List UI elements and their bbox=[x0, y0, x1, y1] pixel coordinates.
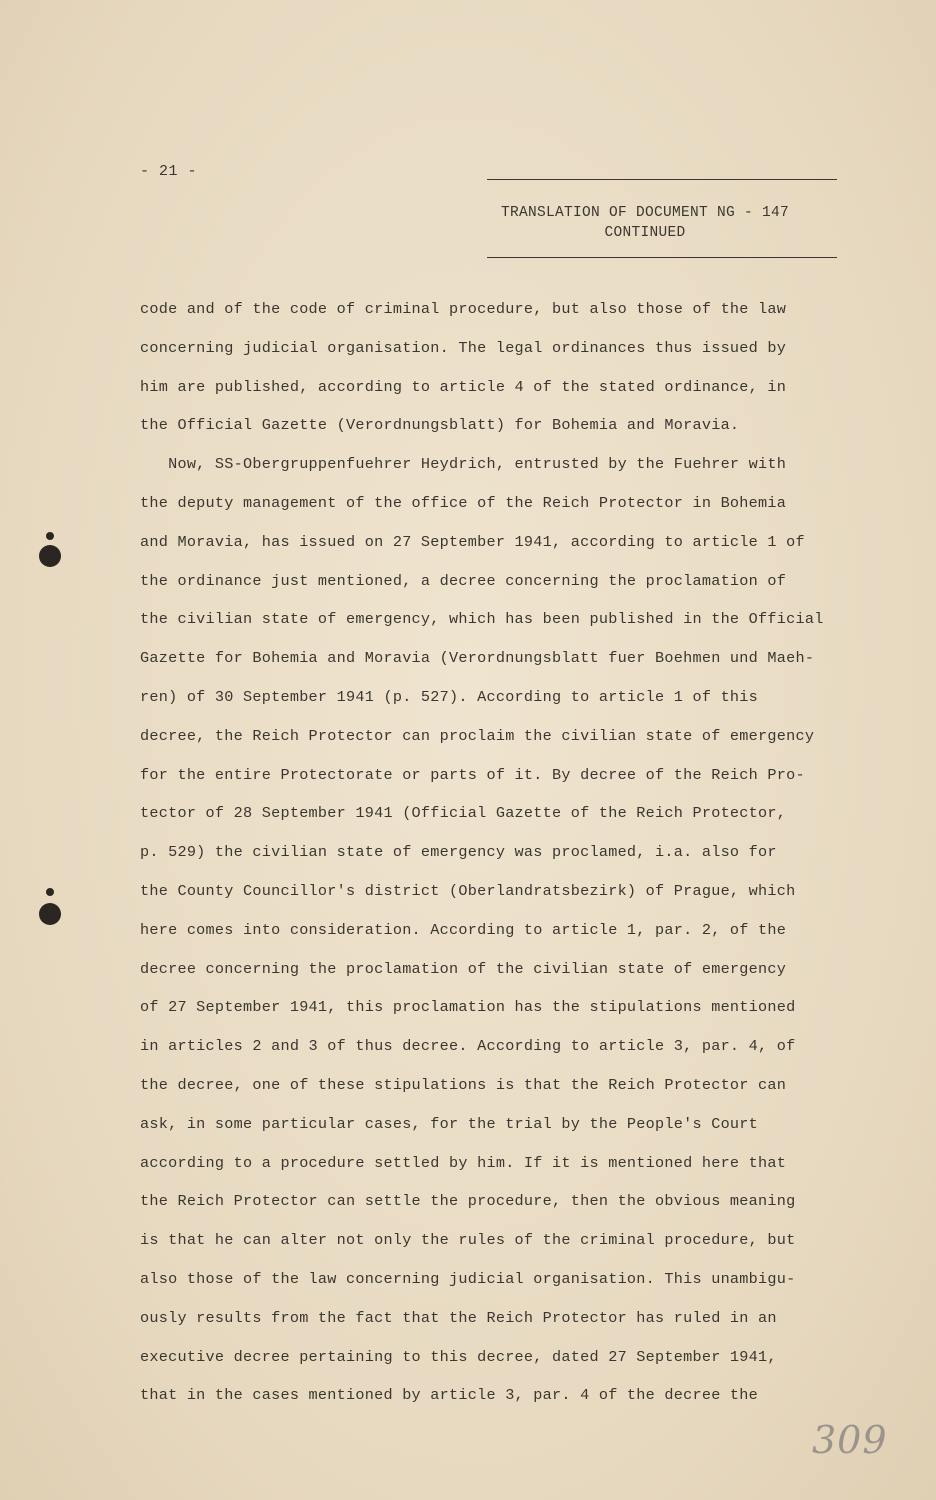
text-line: of 27 September 1941, this proclamation has the stipulations mentioned bbox=[140, 998, 796, 1017]
text-line: for the entire Protectorate or parts of it. By decree of the Reich Pro- bbox=[140, 765, 805, 784]
text-line: is that he can alter not only the rules of the criminal procedure, but bbox=[140, 1231, 796, 1250]
text-line: in articles 2 and 3 of thus decree. According to article 3, par. 4, of bbox=[140, 1037, 796, 1056]
text-line: also those of the law concerning judicial organisation. This unambigu- bbox=[140, 1269, 796, 1288]
header-rule-top bbox=[487, 179, 837, 180]
text-line: ask, in some particular cases, for the trial by the People's Court bbox=[140, 1114, 759, 1133]
page-number: - 21 - bbox=[140, 163, 198, 180]
text-line: that in the cases mentioned by article 3, par. 4 of the decree the bbox=[140, 1386, 759, 1405]
header-subtitle: CONTINUED bbox=[604, 225, 686, 241]
text-line: the County Councillor's district (Oberlandratsbezirk) of Prague, which bbox=[140, 881, 796, 900]
handwritten-folio-number: 309 bbox=[812, 1418, 888, 1462]
text-line: code and of the code of criminal procedure, but also those of the law bbox=[140, 300, 787, 318]
text-line: the Official Gazette (Verordnungsblatt) for Bohemia and Moravia. bbox=[140, 416, 740, 435]
text-line: him are published, according to article 4 of the stated ordinance, in bbox=[140, 377, 787, 396]
text-line: ously results from the fact that the Reich Protector has ruled in an bbox=[140, 1308, 777, 1327]
document-header bbox=[470, 203, 820, 243]
text-line: according to a procedure settled by him. If it is mentioned here that bbox=[140, 1153, 787, 1172]
body-text bbox=[140, 290, 860, 1415]
text-line: decree, the Reich Protector can proclaim the civilian state of emergency bbox=[140, 726, 815, 745]
text-line: the deputy management of the office of the Reich Protector in Bohemia bbox=[140, 493, 787, 512]
text-line: p. 529) the civilian state of emergency was proclamed, i.a. also for bbox=[140, 843, 777, 862]
text-line: here comes into consideration. According to article 1, par. 2, of the bbox=[140, 920, 787, 939]
text-line: ren) of 30 September 1941 (p. 527). According to article 1 of this bbox=[140, 687, 759, 706]
text-line: Now, SS-Obergruppenfuehrer Heydrich, entrusted by the Fuehrer with bbox=[140, 455, 787, 474]
text-line: decree concerning the proclamation of the civilian state of emergency bbox=[140, 959, 787, 978]
text-line: executive decree pertaining to this decree, dated 27 September 1941, bbox=[140, 1347, 777, 1366]
text-line: the ordinance just mentioned, a decree concerning the proclamation of bbox=[140, 571, 787, 590]
header-title: TRANSLATION OF DOCUMENT NG - 147 bbox=[500, 205, 790, 221]
text-line: the decree, one of these stipulations is that the Reich Protector can bbox=[140, 1075, 787, 1094]
header-rule-bottom bbox=[487, 257, 837, 258]
text-line: the civilian state of emergency, which has been published in the Official bbox=[140, 610, 824, 629]
text-line: Gazette for Bohemia and Moravia (Verordnungsblatt fuer Boehmen und Maeh- bbox=[140, 649, 815, 668]
text-line: tector of 28 September 1941 (Official Gazette of the Reich Protector, bbox=[140, 804, 787, 823]
text-line: the Reich Protector can settle the procedure, then the obvious meaning bbox=[140, 1192, 796, 1211]
text-line: and Moravia, has issued on 27 September 1941, according to article 1 of bbox=[140, 532, 805, 551]
text-line: concerning judicial organisation. The legal ordinances thus issued by bbox=[140, 338, 787, 357]
